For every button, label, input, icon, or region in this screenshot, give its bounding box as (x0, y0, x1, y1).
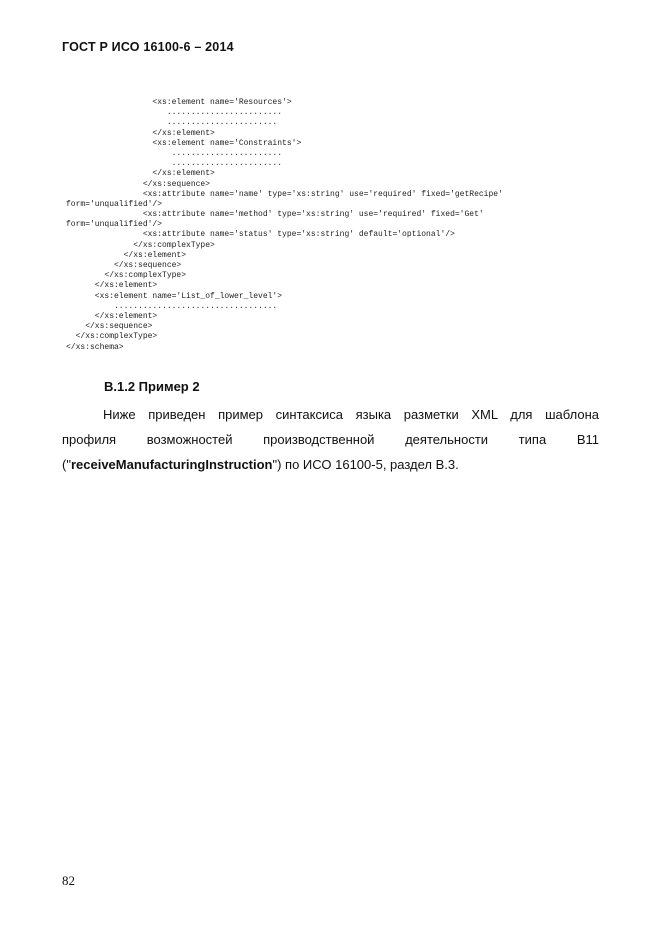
code-line: <xs:element name='Constraints'> (66, 138, 302, 148)
paragraph-text: ") по ИСО 16100-5, раздел В.3. (272, 457, 459, 472)
paragraph-line: Ниже приведен пример синтаксиса языка разметки XML для шаблона (103, 407, 599, 422)
code-line: <xs:element name='List_of_lower_level'> (66, 291, 283, 301)
paragraph-text: (" (62, 457, 71, 472)
code-line: </xs:sequence> (66, 261, 182, 270)
xml-code-block (66, 98, 606, 353)
code-line: ....................... (66, 159, 283, 169)
code-line: </xs:element> (66, 250, 187, 260)
code-line: form='unqualified'/> (66, 220, 163, 230)
code-line: </xs:complexType> (66, 240, 215, 250)
code-line: </xs:schema> (66, 342, 124, 352)
code-line: .................................. (66, 301, 278, 311)
page-number: 82 (62, 873, 75, 888)
template-name: receiveManufacturingInstruction (70, 457, 273, 472)
code-line: form='unqualified'/> (66, 199, 163, 209)
body-paragraph (62, 402, 599, 477)
code-line: </xs:complexType> (66, 271, 187, 281)
code-line: <xs:attribute name='name' type='xs:string' use='required' fixed='getRecipe' (66, 189, 503, 199)
code-line: </xs:sequence> (66, 322, 153, 332)
code-line: ........................ (66, 108, 283, 118)
code-line: </xs:element> (66, 281, 158, 291)
code-line: ....................... (66, 118, 278, 128)
code-line: <xs:element name='Resources'> (66, 98, 292, 107)
code-line: </xs:sequence> (66, 179, 211, 189)
paragraph-line: профиля возможностей производственной деятельности типа B11 (62, 432, 599, 447)
section-heading: В.1.2 Пример 2 (104, 379, 200, 394)
code-line: </xs:complexType> (66, 332, 158, 342)
document-header: ГОСТ Р ИСО 16100-6 – 2014 (62, 40, 234, 54)
code-line: </xs:element> (66, 169, 215, 179)
paragraph-line (62, 452, 599, 477)
code-line: </xs:element> (66, 311, 158, 321)
code-line: </xs:element> (66, 128, 215, 138)
code-line: <xs:attribute name='method' type='xs:string' use='required' fixed='Get' (66, 210, 484, 220)
code-line: ....................... (66, 148, 283, 158)
code-line: <xs:attribute name='status' type='xs:string' default='optional'/> (66, 230, 455, 240)
